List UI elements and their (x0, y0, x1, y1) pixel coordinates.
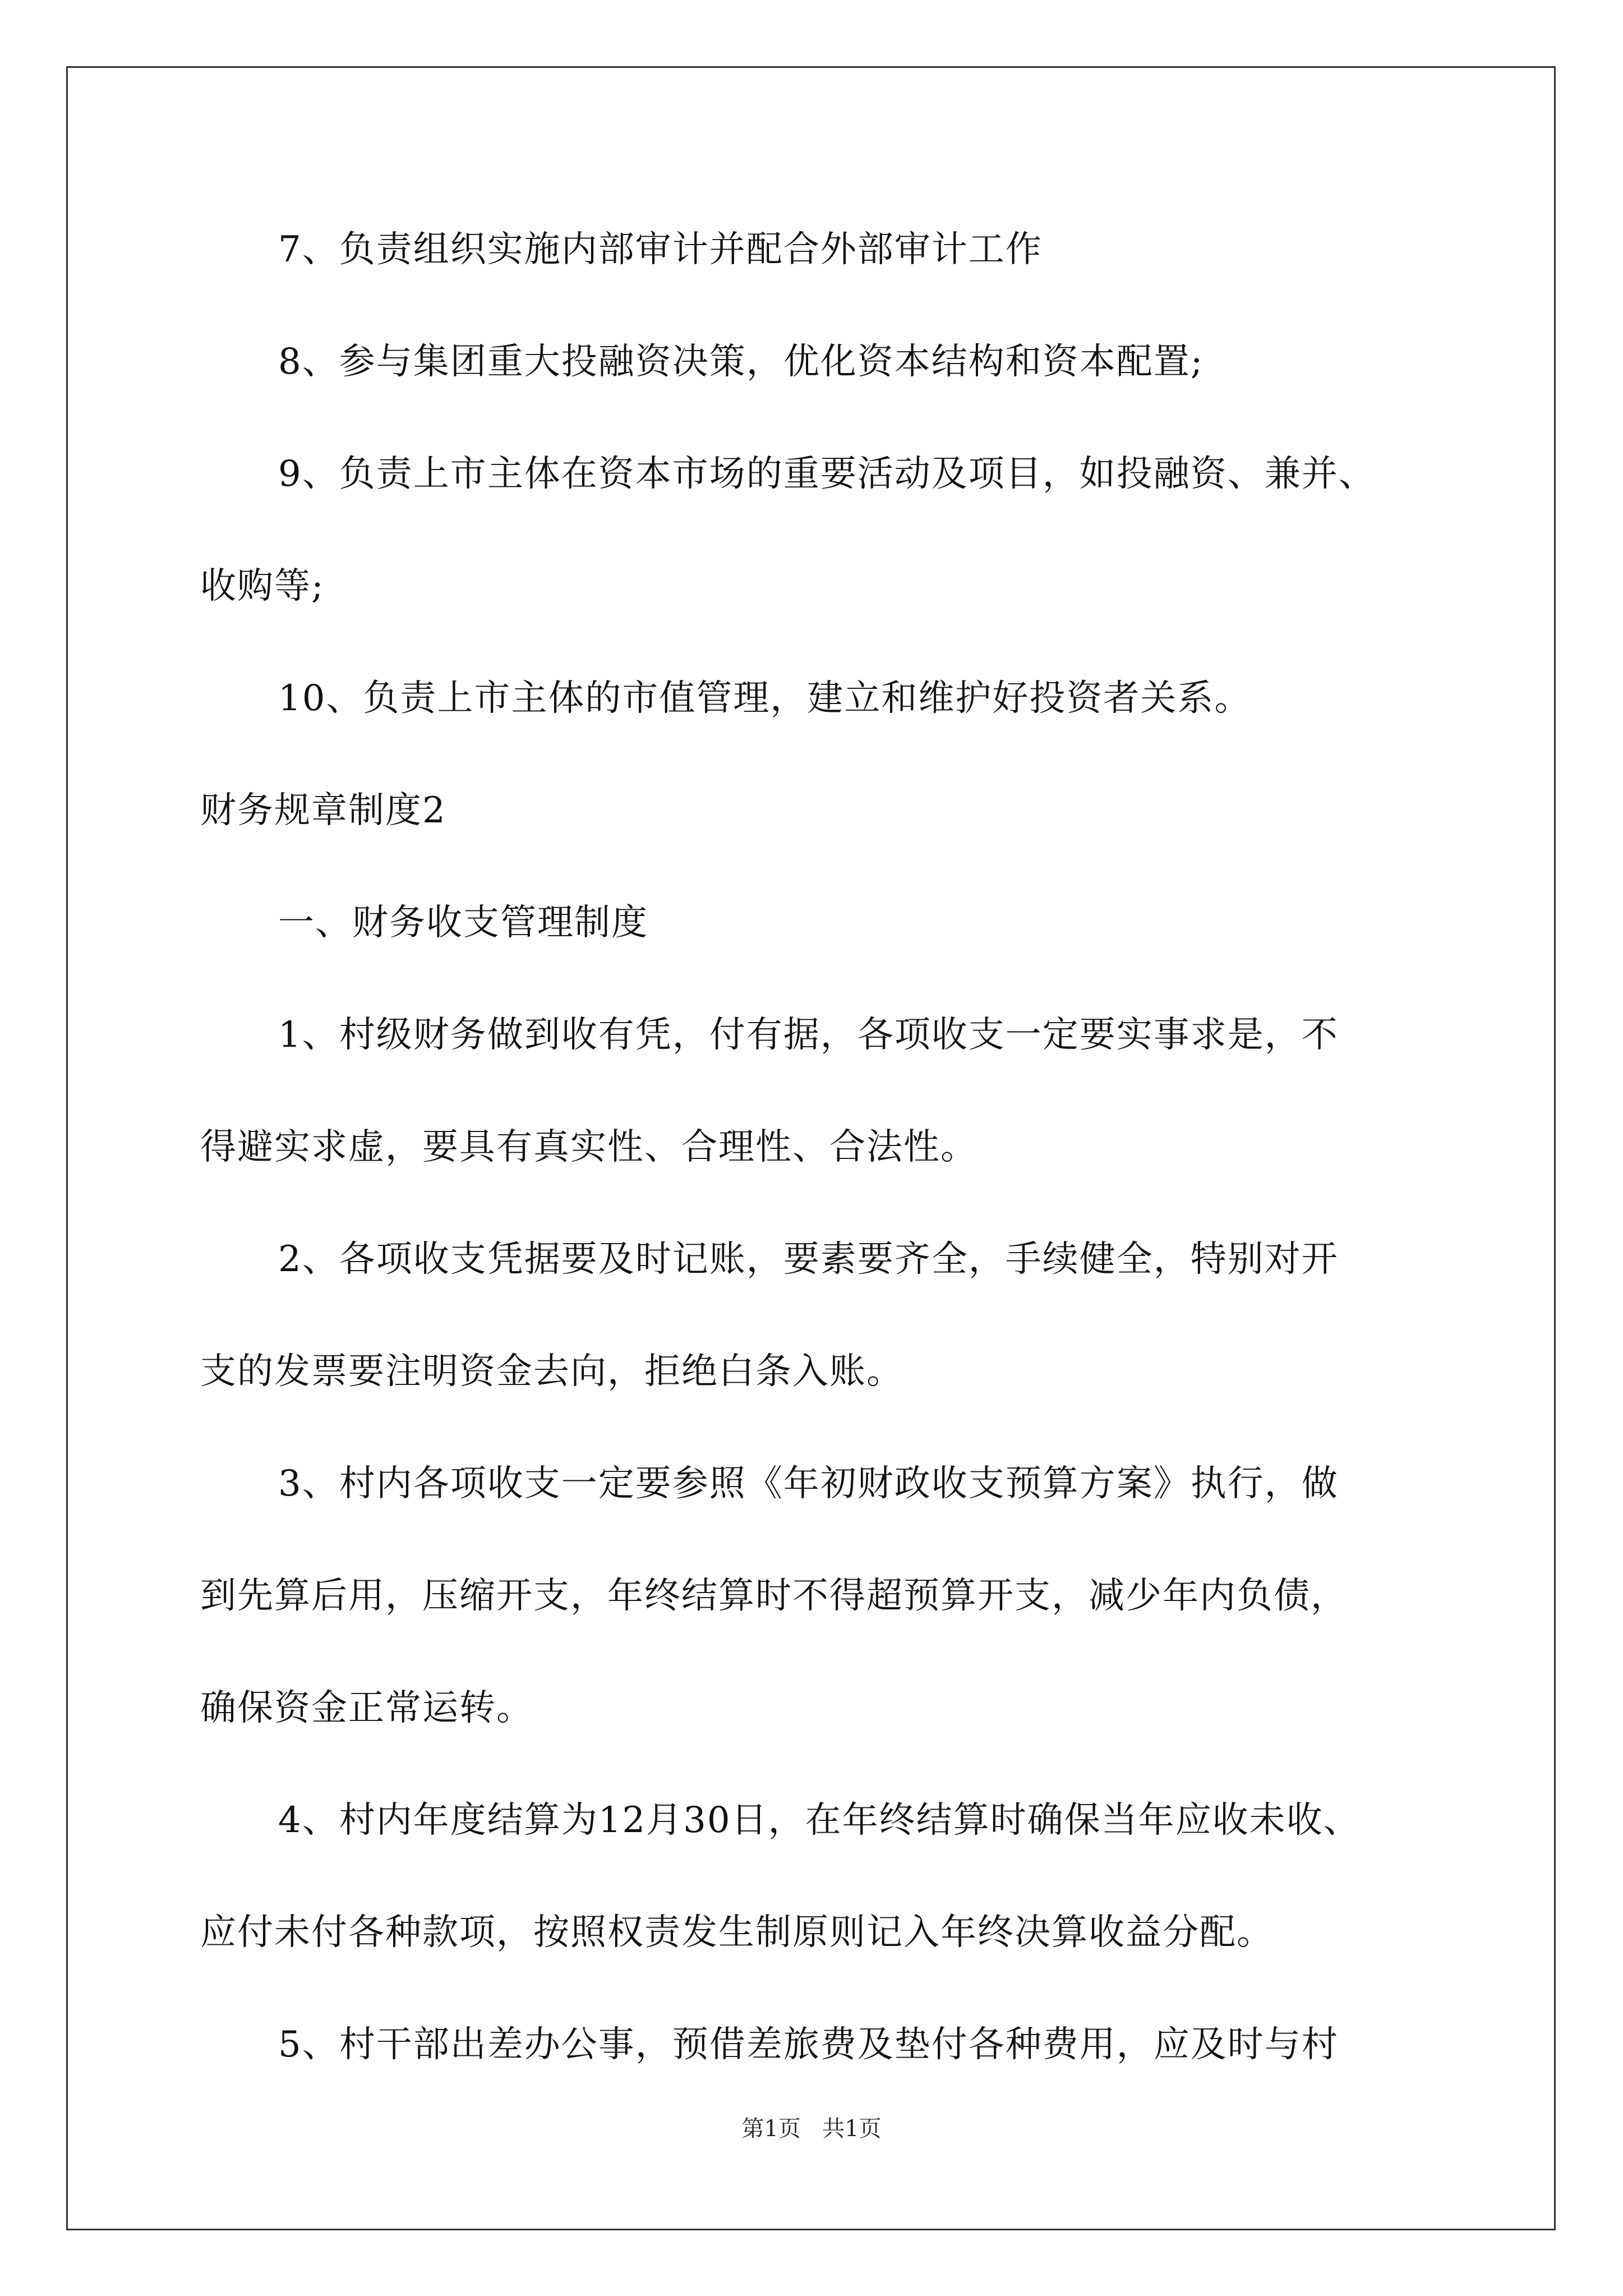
paragraph-line: 得避实求虚，要具有真实性、合理性、合法性。 (200, 1126, 978, 1168)
paragraph-line: 2、各项收支凭据要及时记账，要素要齐全，手续健全，特别对开 (278, 1239, 1339, 1280)
paragraph-line: 5、村干部出差办公事，预借差旅费及垫付各种费用，应及时与村 (278, 2024, 1339, 2065)
paragraph-line: 1、村级财务做到收有凭，付有据，各项收支一定要实事求是，不 (278, 1014, 1339, 1056)
paragraph-line: 到先算后用，压缩开支，年终结算时不得超预算开支，减少年内负债， (200, 1575, 1348, 1617)
paragraph-line: 4、村内年度结算为12月30日，在年终结算时确保当年应收未收、 (278, 1800, 1361, 1841)
paragraph-line: 确保资金正常运转。 (200, 1687, 533, 1729)
page-footer (0, 2115, 1623, 2143)
paragraph-line: 收购等; (200, 565, 325, 607)
paragraph-line: 7、负责组织实施内部审计并配合外部审计工作 (278, 229, 1043, 270)
paragraph-line: 10、负责上市主体的市值管理，建立和维护好投资者关系。 (278, 678, 1252, 719)
paragraph-line: 3、村内各项收支一定要参照《年初财政收支预算方案》执行，做 (278, 1463, 1339, 1504)
paragraph-line: 应付未付各种款项，按照权责发生制原则记入年终决算收益分配。 (200, 1912, 1274, 1953)
page-number: 第1页 (741, 2116, 801, 2142)
paragraph-line: 8、参与集团重大投融资决策，优化资本结构和资本配置; (278, 341, 1204, 383)
section-heading: 财务规章制度2 (200, 790, 446, 831)
page-total: 共1页 (822, 2116, 882, 2142)
paragraph-line: 9、负责上市主体在资本市场的重要活动及项目，如投融资、兼并、 (278, 453, 1376, 495)
paragraph-line: 支的发票要注明资金去向，拒绝白条入账。 (200, 1351, 903, 1392)
subsection-heading: 一、财务收支管理制度 (278, 902, 648, 944)
